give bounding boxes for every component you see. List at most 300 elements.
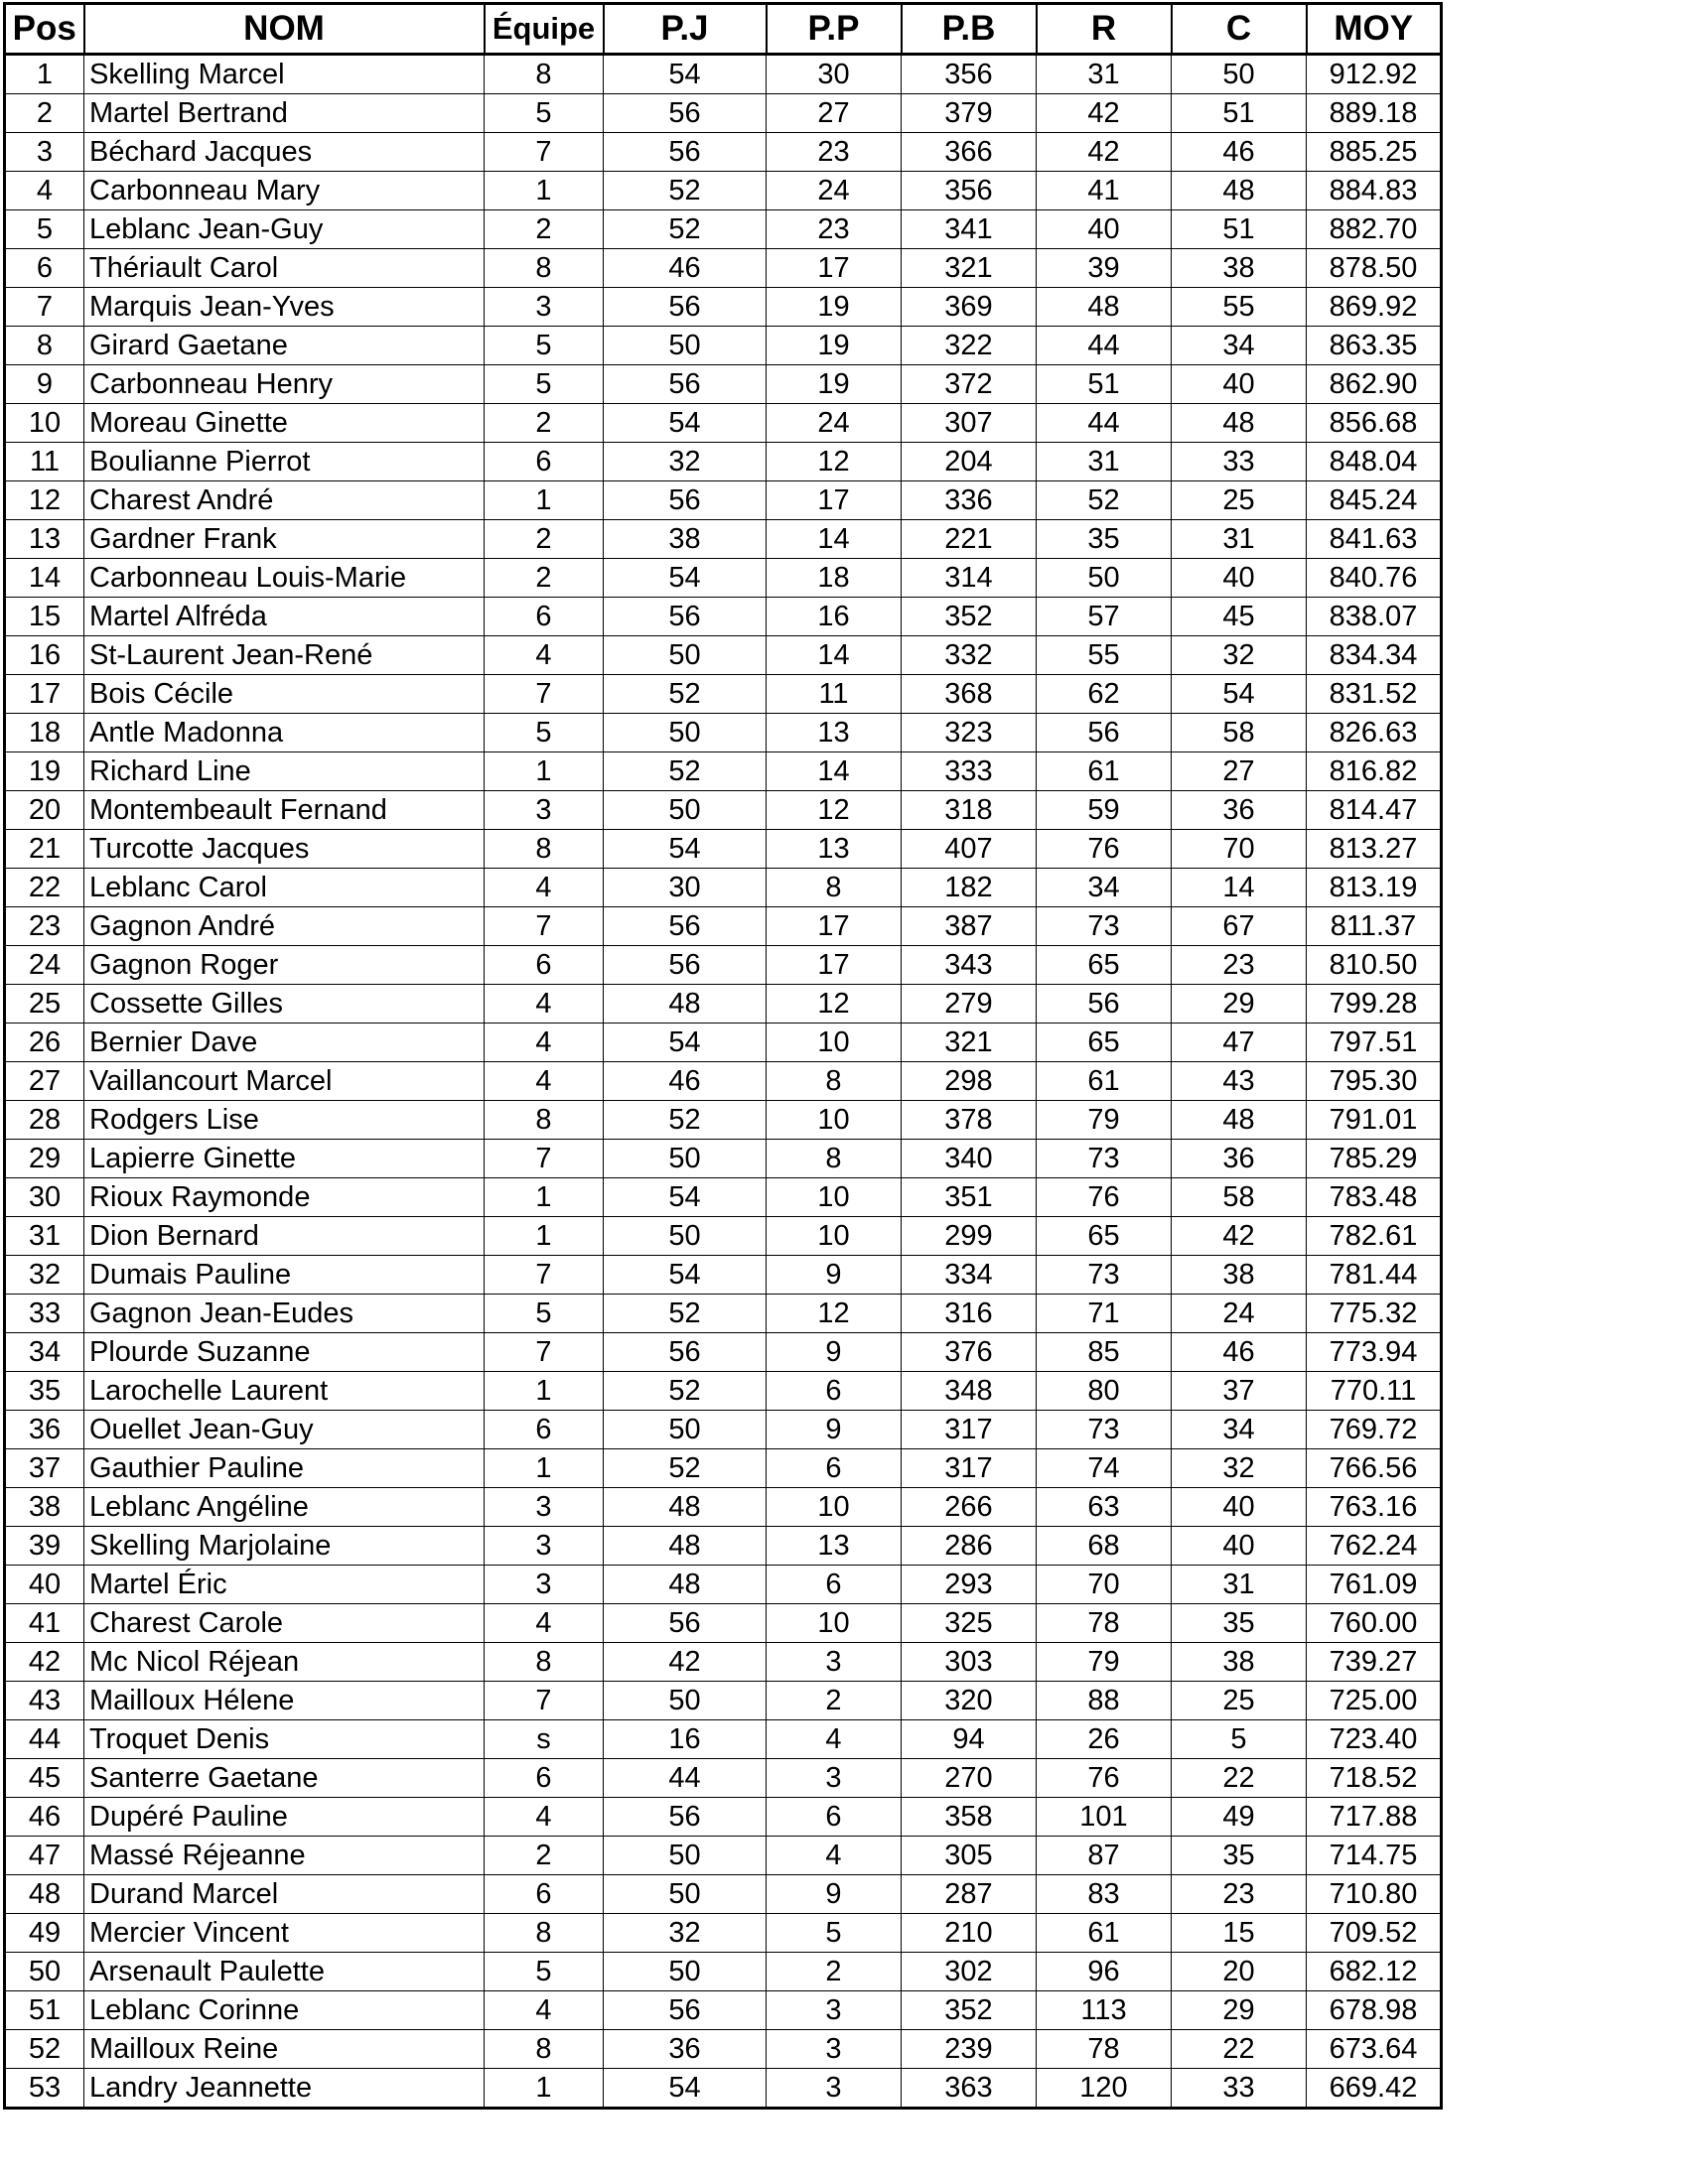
cell-pj: 56 xyxy=(604,946,767,985)
cell-equipe: 1 xyxy=(485,1372,604,1411)
cell-c: 38 xyxy=(1172,249,1307,288)
cell-pos: 38 xyxy=(5,1488,84,1527)
cell-nom: Turcotte Jacques xyxy=(84,830,485,869)
table-row xyxy=(5,1682,1442,1720)
cell-pp: 6 xyxy=(767,1566,902,1604)
cell-pp: 3 xyxy=(767,1643,902,1682)
cell-moy: 783.48 xyxy=(1307,1178,1442,1217)
cell-pj: 48 xyxy=(604,1488,767,1527)
cell-moy: 882.70 xyxy=(1307,210,1442,249)
cell-pj: 50 xyxy=(604,1217,767,1256)
cell-nom: Carbonneau Henry xyxy=(84,365,485,404)
cell-pb: 332 xyxy=(902,636,1037,675)
cell-moy: 723.40 xyxy=(1307,1720,1442,1759)
cell-r: 96 xyxy=(1037,1953,1172,1991)
cell-pj: 50 xyxy=(604,1953,767,1991)
cell-c: 32 xyxy=(1172,1449,1307,1488)
cell-r: 65 xyxy=(1037,946,1172,985)
cell-pos: 48 xyxy=(5,1875,84,1914)
cell-pos: 50 xyxy=(5,1953,84,1991)
table-row xyxy=(5,249,1442,288)
cell-equipe: 1 xyxy=(485,1449,604,1488)
cell-pos: 6 xyxy=(5,249,84,288)
cell-c: 25 xyxy=(1172,481,1307,520)
table-row xyxy=(5,1991,1442,2030)
cell-equipe: 8 xyxy=(485,1914,604,1953)
cell-pb: 286 xyxy=(902,1527,1037,1566)
cell-moy: 785.29 xyxy=(1307,1140,1442,1178)
cell-moy: 782.61 xyxy=(1307,1217,1442,1256)
cell-equipe: 6 xyxy=(485,1875,604,1914)
cell-pj: 56 xyxy=(604,288,767,327)
cell-moy: 769.72 xyxy=(1307,1411,1442,1449)
cell-pos: 9 xyxy=(5,365,84,404)
cell-pj: 52 xyxy=(604,1449,767,1488)
cell-pos: 19 xyxy=(5,752,84,791)
cell-nom: Cossette Gilles xyxy=(84,985,485,1024)
cell-equipe: 2 xyxy=(485,520,604,559)
cell-pp: 13 xyxy=(767,714,902,752)
cell-pos: 39 xyxy=(5,1527,84,1566)
cell-pos: 2 xyxy=(5,94,84,133)
cell-pp: 12 xyxy=(767,791,902,830)
cell-pj: 54 xyxy=(604,404,767,443)
cell-pp: 19 xyxy=(767,288,902,327)
cell-moy: 762.24 xyxy=(1307,1527,1442,1566)
cell-pp: 5 xyxy=(767,1914,902,1953)
table-row xyxy=(5,94,1442,133)
cell-r: 41 xyxy=(1037,172,1172,210)
cell-nom: Mailloux Hélene xyxy=(84,1682,485,1720)
cell-nom: Rodgers Lise xyxy=(84,1101,485,1140)
cell-equipe: 7 xyxy=(485,907,604,946)
cell-moy: 863.35 xyxy=(1307,327,1442,365)
cell-equipe: 7 xyxy=(485,1682,604,1720)
cell-pb: 299 xyxy=(902,1217,1037,1256)
cell-pj: 50 xyxy=(604,1140,767,1178)
cell-moy: 869.92 xyxy=(1307,288,1442,327)
cell-pb: 356 xyxy=(902,172,1037,210)
cell-nom: Martel Bertrand xyxy=(84,94,485,133)
cell-moy: 718.52 xyxy=(1307,1759,1442,1798)
cell-pp: 14 xyxy=(767,752,902,791)
cell-pb: 210 xyxy=(902,1914,1037,1953)
cell-pb: 317 xyxy=(902,1411,1037,1449)
cell-pb: 358 xyxy=(902,1798,1037,1837)
cell-pb: 352 xyxy=(902,598,1037,636)
cell-pj: 50 xyxy=(604,1682,767,1720)
cell-moy: 838.07 xyxy=(1307,598,1442,636)
cell-pp: 6 xyxy=(767,1798,902,1837)
cell-pj: 46 xyxy=(604,1062,767,1101)
cell-c: 46 xyxy=(1172,133,1307,172)
cell-pos: 22 xyxy=(5,869,84,907)
cell-c: 46 xyxy=(1172,1333,1307,1372)
cell-pj: 30 xyxy=(604,869,767,907)
cell-equipe: 7 xyxy=(485,1140,604,1178)
cell-pj: 54 xyxy=(604,55,767,94)
cell-pb: 314 xyxy=(902,559,1037,598)
cell-nom: Bois Cécile xyxy=(84,675,485,714)
cell-pp: 27 xyxy=(767,94,902,133)
cell-pb: 407 xyxy=(902,830,1037,869)
cell-r: 61 xyxy=(1037,1062,1172,1101)
cell-moy: 814.47 xyxy=(1307,791,1442,830)
cell-pp: 3 xyxy=(767,1759,902,1798)
cell-pj: 50 xyxy=(604,791,767,830)
cell-pp: 2 xyxy=(767,1953,902,1991)
cell-pb: 372 xyxy=(902,365,1037,404)
cell-c: 27 xyxy=(1172,752,1307,791)
cell-nom: Leblanc Carol xyxy=(84,869,485,907)
cell-c: 48 xyxy=(1172,172,1307,210)
cell-pj: 52 xyxy=(604,1101,767,1140)
cell-c: 67 xyxy=(1172,907,1307,946)
cell-pb: 320 xyxy=(902,1682,1037,1720)
table-row xyxy=(5,675,1442,714)
table-row xyxy=(5,404,1442,443)
cell-nom: Martel Éric xyxy=(84,1566,485,1604)
cell-r: 44 xyxy=(1037,404,1172,443)
cell-moy: 669.42 xyxy=(1307,2069,1442,2109)
cell-pb: 378 xyxy=(902,1101,1037,1140)
cell-nom: Antle Madonna xyxy=(84,714,485,752)
cell-c: 40 xyxy=(1172,365,1307,404)
cell-pp: 3 xyxy=(767,2030,902,2069)
cell-c: 14 xyxy=(1172,869,1307,907)
cell-nom: Charest André xyxy=(84,481,485,520)
cell-pp: 13 xyxy=(767,1527,902,1566)
cell-pos: 44 xyxy=(5,1720,84,1759)
cell-pos: 29 xyxy=(5,1140,84,1178)
table-row xyxy=(5,1875,1442,1914)
cell-nom: Montembeault Fernand xyxy=(84,791,485,830)
cell-c: 32 xyxy=(1172,636,1307,675)
header-pj: P.J xyxy=(604,4,767,55)
table-row xyxy=(5,1256,1442,1295)
cell-pos: 40 xyxy=(5,1566,84,1604)
cell-nom: Massé Réjeanne xyxy=(84,1837,485,1875)
cell-r: 56 xyxy=(1037,985,1172,1024)
cell-nom: Marquis Jean-Yves xyxy=(84,288,485,327)
cell-pos: 42 xyxy=(5,1643,84,1682)
cell-pos: 7 xyxy=(5,288,84,327)
cell-c: 22 xyxy=(1172,2030,1307,2069)
cell-pj: 52 xyxy=(604,210,767,249)
cell-equipe: 1 xyxy=(485,1217,604,1256)
table-row xyxy=(5,288,1442,327)
cell-moy: 763.16 xyxy=(1307,1488,1442,1527)
cell-c: 5 xyxy=(1172,1720,1307,1759)
cell-equipe: 4 xyxy=(485,1798,604,1837)
cell-moy: 673.64 xyxy=(1307,2030,1442,2069)
cell-pos: 21 xyxy=(5,830,84,869)
cell-moy: 717.88 xyxy=(1307,1798,1442,1837)
cell-pb: 356 xyxy=(902,55,1037,94)
cell-pj: 56 xyxy=(604,1333,767,1372)
cell-equipe: 1 xyxy=(485,481,604,520)
cell-moy: 682.12 xyxy=(1307,1953,1442,1991)
table-row xyxy=(5,481,1442,520)
cell-r: 61 xyxy=(1037,752,1172,791)
cell-pj: 50 xyxy=(604,1837,767,1875)
cell-pb: 307 xyxy=(902,404,1037,443)
table-header xyxy=(5,4,1442,55)
cell-pb: 368 xyxy=(902,675,1037,714)
table-row xyxy=(5,1217,1442,1256)
cell-pos: 27 xyxy=(5,1062,84,1101)
cell-equipe: 8 xyxy=(485,55,604,94)
cell-r: 39 xyxy=(1037,249,1172,288)
cell-pp: 14 xyxy=(767,636,902,675)
cell-pp: 6 xyxy=(767,1372,902,1411)
cell-equipe: 4 xyxy=(485,1024,604,1062)
cell-pp: 17 xyxy=(767,946,902,985)
table-row xyxy=(5,327,1442,365)
cell-c: 51 xyxy=(1172,94,1307,133)
cell-r: 80 xyxy=(1037,1372,1172,1411)
cell-r: 61 xyxy=(1037,1914,1172,1953)
table-row xyxy=(5,1449,1442,1488)
cell-nom: Rioux Raymonde xyxy=(84,1178,485,1217)
cell-pj: 56 xyxy=(604,907,767,946)
cell-r: 87 xyxy=(1037,1837,1172,1875)
cell-equipe: 4 xyxy=(485,1991,604,2030)
cell-moy: 770.11 xyxy=(1307,1372,1442,1411)
cell-pp: 19 xyxy=(767,327,902,365)
table-row xyxy=(5,1333,1442,1372)
cell-equipe: 7 xyxy=(485,675,604,714)
cell-pos: 1 xyxy=(5,55,84,94)
cell-nom: Béchard Jacques xyxy=(84,133,485,172)
cell-c: 31 xyxy=(1172,520,1307,559)
cell-pb: 318 xyxy=(902,791,1037,830)
cell-equipe: 8 xyxy=(485,1101,604,1140)
cell-pos: 37 xyxy=(5,1449,84,1488)
cell-nom: Bernier Dave xyxy=(84,1024,485,1062)
cell-equipe: 5 xyxy=(485,1953,604,1991)
cell-pp: 12 xyxy=(767,1295,902,1333)
cell-pos: 24 xyxy=(5,946,84,985)
cell-moy: 841.63 xyxy=(1307,520,1442,559)
table-row xyxy=(5,1914,1442,1953)
cell-moy: 714.75 xyxy=(1307,1837,1442,1875)
cell-c: 23 xyxy=(1172,1875,1307,1914)
table-row xyxy=(5,1178,1442,1217)
cell-pb: 333 xyxy=(902,752,1037,791)
cell-nom: Martel Alfréda xyxy=(84,598,485,636)
header-r: R xyxy=(1037,4,1172,55)
cell-pos: 41 xyxy=(5,1604,84,1643)
cell-pp: 9 xyxy=(767,1875,902,1914)
cell-pos: 52 xyxy=(5,2030,84,2069)
cell-c: 43 xyxy=(1172,1062,1307,1101)
cell-pj: 56 xyxy=(604,133,767,172)
cell-pj: 50 xyxy=(604,1411,767,1449)
cell-c: 55 xyxy=(1172,288,1307,327)
cell-pb: 348 xyxy=(902,1372,1037,1411)
cell-equipe: 2 xyxy=(485,404,604,443)
cell-moy: 831.52 xyxy=(1307,675,1442,714)
table-row xyxy=(5,1837,1442,1875)
cell-pp: 2 xyxy=(767,1682,902,1720)
cell-moy: 834.34 xyxy=(1307,636,1442,675)
cell-moy: 760.00 xyxy=(1307,1604,1442,1643)
cell-pos: 32 xyxy=(5,1256,84,1295)
cell-r: 48 xyxy=(1037,288,1172,327)
table-row xyxy=(5,869,1442,907)
cell-moy: 813.19 xyxy=(1307,869,1442,907)
cell-equipe: 3 xyxy=(485,288,604,327)
header-pb: P.B xyxy=(902,4,1037,55)
cell-moy: 791.01 xyxy=(1307,1101,1442,1140)
cell-pp: 14 xyxy=(767,520,902,559)
cell-pj: 50 xyxy=(604,714,767,752)
cell-r: 26 xyxy=(1037,1720,1172,1759)
cell-moy: 725.00 xyxy=(1307,1682,1442,1720)
cell-pj: 32 xyxy=(604,1914,767,1953)
cell-pp: 12 xyxy=(767,443,902,481)
cell-pj: 52 xyxy=(604,1295,767,1333)
cell-c: 40 xyxy=(1172,559,1307,598)
cell-pj: 32 xyxy=(604,443,767,481)
cell-r: 57 xyxy=(1037,598,1172,636)
table-row xyxy=(5,1140,1442,1178)
cell-c: 42 xyxy=(1172,1217,1307,1256)
cell-r: 31 xyxy=(1037,55,1172,94)
cell-nom: Gagnon Jean-Eudes xyxy=(84,1295,485,1333)
cell-pp: 23 xyxy=(767,210,902,249)
cell-pp: 10 xyxy=(767,1101,902,1140)
table-row xyxy=(5,1062,1442,1101)
cell-pb: 379 xyxy=(902,94,1037,133)
cell-pb: 325 xyxy=(902,1604,1037,1643)
cell-pos: 15 xyxy=(5,598,84,636)
cell-pos: 31 xyxy=(5,1217,84,1256)
cell-r: 65 xyxy=(1037,1217,1172,1256)
cell-c: 50 xyxy=(1172,55,1307,94)
cell-c: 34 xyxy=(1172,327,1307,365)
cell-pp: 13 xyxy=(767,830,902,869)
cell-r: 74 xyxy=(1037,1449,1172,1488)
cell-pp: 17 xyxy=(767,907,902,946)
cell-pos: 3 xyxy=(5,133,84,172)
table-row xyxy=(5,791,1442,830)
cell-pos: 17 xyxy=(5,675,84,714)
cell-pj: 16 xyxy=(604,1720,767,1759)
cell-nom: Landry Jeannette xyxy=(84,2069,485,2109)
cell-pb: 336 xyxy=(902,481,1037,520)
cell-c: 47 xyxy=(1172,1024,1307,1062)
cell-moy: 912.92 xyxy=(1307,55,1442,94)
cell-r: 120 xyxy=(1037,2069,1172,2109)
cell-nom: Dion Bernard xyxy=(84,1217,485,1256)
header-moy: MOY xyxy=(1307,4,1442,55)
cell-equipe: 7 xyxy=(485,133,604,172)
cell-moy: 766.56 xyxy=(1307,1449,1442,1488)
cell-r: 70 xyxy=(1037,1566,1172,1604)
cell-pos: 30 xyxy=(5,1178,84,1217)
cell-equipe: 3 xyxy=(485,1566,604,1604)
cell-c: 20 xyxy=(1172,1953,1307,1991)
cell-pp: 10 xyxy=(767,1604,902,1643)
cell-r: 73 xyxy=(1037,1256,1172,1295)
cell-equipe: 3 xyxy=(485,791,604,830)
table-row xyxy=(5,559,1442,598)
cell-pb: 293 xyxy=(902,1566,1037,1604)
cell-c: 35 xyxy=(1172,1604,1307,1643)
cell-moy: 856.68 xyxy=(1307,404,1442,443)
cell-moy: 878.50 xyxy=(1307,249,1442,288)
cell-pp: 8 xyxy=(767,1062,902,1101)
cell-c: 48 xyxy=(1172,1101,1307,1140)
cell-r: 71 xyxy=(1037,1295,1172,1333)
cell-r: 113 xyxy=(1037,1991,1172,2030)
cell-pos: 34 xyxy=(5,1333,84,1372)
cell-pj: 38 xyxy=(604,520,767,559)
cell-c: 15 xyxy=(1172,1914,1307,1953)
cell-pos: 23 xyxy=(5,907,84,946)
cell-nom: Dumais Pauline xyxy=(84,1256,485,1295)
cell-equipe: 4 xyxy=(485,985,604,1024)
cell-r: 34 xyxy=(1037,869,1172,907)
cell-r: 68 xyxy=(1037,1527,1172,1566)
cell-pb: 322 xyxy=(902,327,1037,365)
cell-pos: 53 xyxy=(5,2069,84,2109)
cell-nom: Vaillancourt Marcel xyxy=(84,1062,485,1101)
cell-c: 29 xyxy=(1172,1991,1307,2030)
cell-pj: 56 xyxy=(604,1991,767,2030)
table-row xyxy=(5,1604,1442,1643)
cell-nom: Leblanc Angéline xyxy=(84,1488,485,1527)
header-pos: Pos xyxy=(5,4,84,55)
table-row xyxy=(5,830,1442,869)
cell-pj: 52 xyxy=(604,675,767,714)
cell-pb: 343 xyxy=(902,946,1037,985)
cell-r: 76 xyxy=(1037,830,1172,869)
cell-pp: 24 xyxy=(767,172,902,210)
cell-nom: Mercier Vincent xyxy=(84,1914,485,1953)
cell-pb: 221 xyxy=(902,520,1037,559)
cell-pb: 366 xyxy=(902,133,1037,172)
cell-equipe: 5 xyxy=(485,365,604,404)
cell-equipe: 1 xyxy=(485,1178,604,1217)
cell-pj: 50 xyxy=(604,327,767,365)
cell-moy: 840.76 xyxy=(1307,559,1442,598)
cell-pb: 323 xyxy=(902,714,1037,752)
cell-nom: Gauthier Pauline xyxy=(84,1449,485,1488)
cell-pb: 279 xyxy=(902,985,1037,1024)
header-pp: P.P xyxy=(767,4,902,55)
cell-equipe: 6 xyxy=(485,598,604,636)
cell-c: 54 xyxy=(1172,675,1307,714)
cell-pos: 36 xyxy=(5,1411,84,1449)
cell-pb: 182 xyxy=(902,869,1037,907)
cell-pp: 4 xyxy=(767,1837,902,1875)
cell-equipe: 5 xyxy=(485,94,604,133)
cell-pb: 239 xyxy=(902,2030,1037,2069)
header-equipe: Équipe xyxy=(485,4,604,55)
cell-r: 85 xyxy=(1037,1333,1172,1372)
cell-pb: 321 xyxy=(902,249,1037,288)
cell-pb: 266 xyxy=(902,1488,1037,1527)
cell-equipe: 5 xyxy=(485,1295,604,1333)
header-c: C xyxy=(1172,4,1307,55)
cell-moy: 845.24 xyxy=(1307,481,1442,520)
cell-c: 33 xyxy=(1172,2069,1307,2109)
cell-nom: Mailloux Reine xyxy=(84,2030,485,2069)
cell-moy: 848.04 xyxy=(1307,443,1442,481)
